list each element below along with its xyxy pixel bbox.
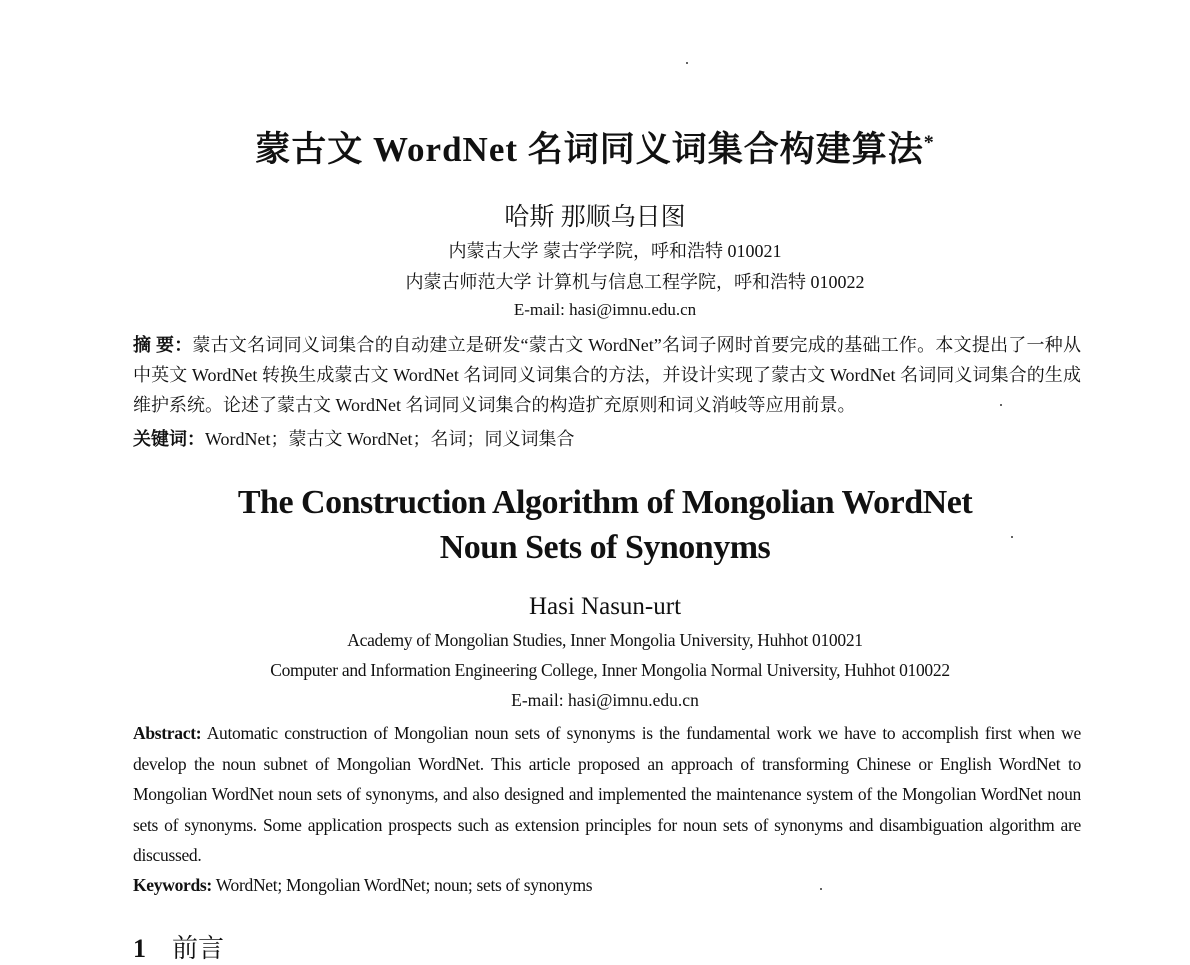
chinese-affiliation-2: 内蒙古师范大学 计算机与信息工程学院，呼和浩特 010022 xyxy=(405,272,865,292)
english-abstract xyxy=(133,718,1081,871)
english-title-line-1: The Construction Algorithm of Mongolian WordNet xyxy=(237,484,973,521)
chinese-authors: 哈斯 那顺乌日图 xyxy=(504,204,686,231)
chinese-keywords-label: 关键词： xyxy=(133,429,205,449)
english-keywords-text: WordNet; Mongolian WordNet; noun; sets of synonyms xyxy=(211,875,593,895)
english-keywords-label: Keywords: xyxy=(133,875,212,895)
chinese-affiliation-1: 内蒙古大学 蒙古学学院，呼和浩特 010021 xyxy=(448,241,782,261)
scan-speck xyxy=(1011,536,1013,538)
scan-speck xyxy=(686,62,688,64)
section-title: 前言 xyxy=(172,934,225,963)
english-email: E-mail: hasi@imnu.edu.cn xyxy=(511,690,699,710)
english-authors: Hasi Nasun-urt xyxy=(528,593,682,620)
english-title-line-2: Noun Sets of Synonyms xyxy=(439,529,771,566)
section-number: 1 xyxy=(133,934,146,963)
english-abstract-label: Abstract: xyxy=(133,723,202,743)
chinese-abstract-text: 蒙古文名词同义词集合的自动建立是研发“蒙古文 WordNet”名词子网时首要完成的基础工作。本文提出了一种从中英文 WordNet 转换生成蒙古文 WordNet 名词同义词集合的方法，并设计实现了蒙古文 WordNet 名词同义词集合的生成维护系统。论述了蒙古文 WordNet 名词同义词集合的构造扩充原则和词义消岐等应用前景。 xyxy=(133,335,1081,415)
section-heading xyxy=(133,928,224,965)
chinese-title xyxy=(0,122,1190,172)
english-keywords xyxy=(133,870,1081,900)
chinese-email: E-mail: hasi@imnu.edu.cn xyxy=(513,300,697,319)
scan-speck xyxy=(820,888,822,890)
chinese-keywords-text: WordNet；蒙古文 WordNet；名词；同义词集合 xyxy=(205,429,575,449)
scan-speck xyxy=(1000,404,1002,406)
english-affiliation-2: Computer and Information Engineering College, Inner Mongolia Normal University, Huhhot 010022 xyxy=(270,660,950,680)
title-footnote-mark: * xyxy=(923,131,935,154)
english-abstract-text: Automatic construction of Mongolian noun sets of synonyms is the fundamental work we have to accomplish first when we develop the noun subnet of Mongolian WordNet. This article proposed an approach of transforming Chinese or English WordNet to Mongolian WordNet noun sets of synonyms, and also designed and implemented the maintenance system of the Mongolian WordNet noun sets of synonyms. Some application prospects such as extension principles for noun sets of synonyms and disambiguation algorithm are discussed. xyxy=(133,723,1081,865)
chinese-title-text: 蒙古文 WordNet 名词同义词集合构建算法 xyxy=(255,130,924,169)
english-affiliation-1: Academy of Mongolian Studies, Inner Mongolia University, Huhhot 010021 xyxy=(347,630,863,650)
chinese-keywords xyxy=(133,424,1081,454)
chinese-abstract-label: 摘 要： xyxy=(133,335,193,355)
chinese-abstract xyxy=(133,330,1081,420)
